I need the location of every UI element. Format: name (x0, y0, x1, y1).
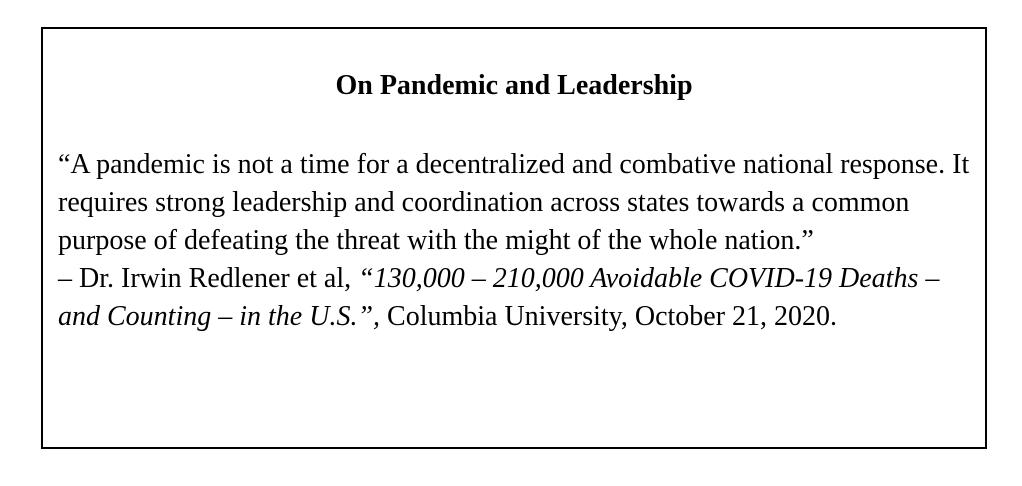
attribution (58, 260, 978, 336)
quote-box (41, 27, 987, 449)
attribution-source: Columbia University, October 21, 2020. (380, 301, 838, 332)
attribution-work-title: “130,000 – 210,000 Avoidable COVID-19 Deaths – and Counting – in the U.S.”, (58, 263, 940, 332)
document-title: On Pandemic and Leadership (335, 70, 693, 101)
attribution-author: – Dr. Irwin Redlener et al, (58, 263, 359, 294)
quote-text: “A pandemic is not a time for a decentralized and combative national response. It requires strong leadership and coordination across states towards a common purpose of defeating the threat with the might of the whole nation.” (58, 149, 970, 256)
quote-block (58, 146, 978, 336)
